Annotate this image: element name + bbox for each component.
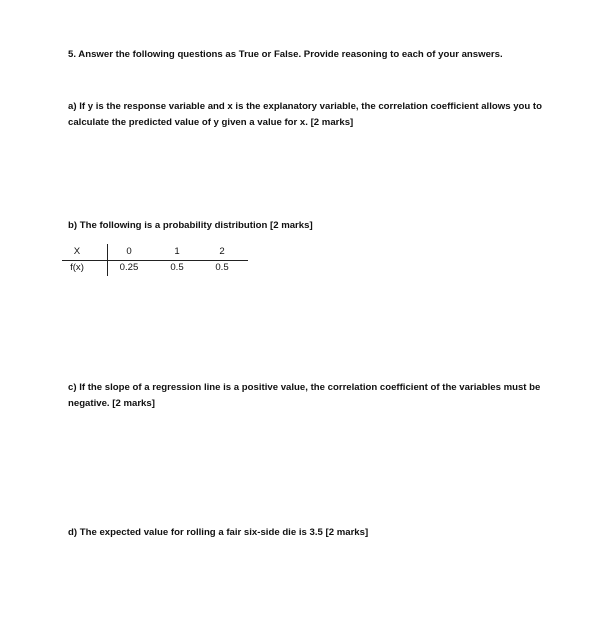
table-probability: 0.5	[170, 262, 184, 273]
table-header-label: X	[73, 246, 81, 257]
table-vertical-rule	[107, 244, 108, 276]
question-a-line-1: a) If y is the response variable and x is the explanatory variable, the correlation coefficient allows you to	[68, 101, 542, 112]
question-intro: 5. Answer the following questions as True or False. Provide reasoning to each of your answers.	[68, 49, 503, 60]
question-b-text: b) The following is a probability distribution [2 marks]	[68, 220, 313, 231]
question-a-line-2: calculate the predicted value of y given a value for x. [2 marks]	[68, 117, 354, 128]
table-value-label: f(x)	[70, 262, 84, 273]
table-x-value: 1	[174, 246, 180, 257]
table-probability: 0.25	[119, 262, 139, 273]
table-x-value: 0	[126, 246, 132, 257]
table-horizontal-rule	[62, 260, 248, 261]
table-probability: 0.5	[215, 262, 229, 273]
question-c-line-2: negative. [2 marks]	[68, 398, 155, 409]
table-x-value: 2	[219, 246, 225, 257]
question-c-line-1: c) If the slope of a regression line is a positive value, the correlation coefficient of the variables must be	[68, 382, 541, 393]
probability-distribution-table	[62, 244, 248, 278]
question-d-text: d) The expected value for rolling a fair six-side die is 3.5 [2 marks]	[68, 527, 369, 538]
